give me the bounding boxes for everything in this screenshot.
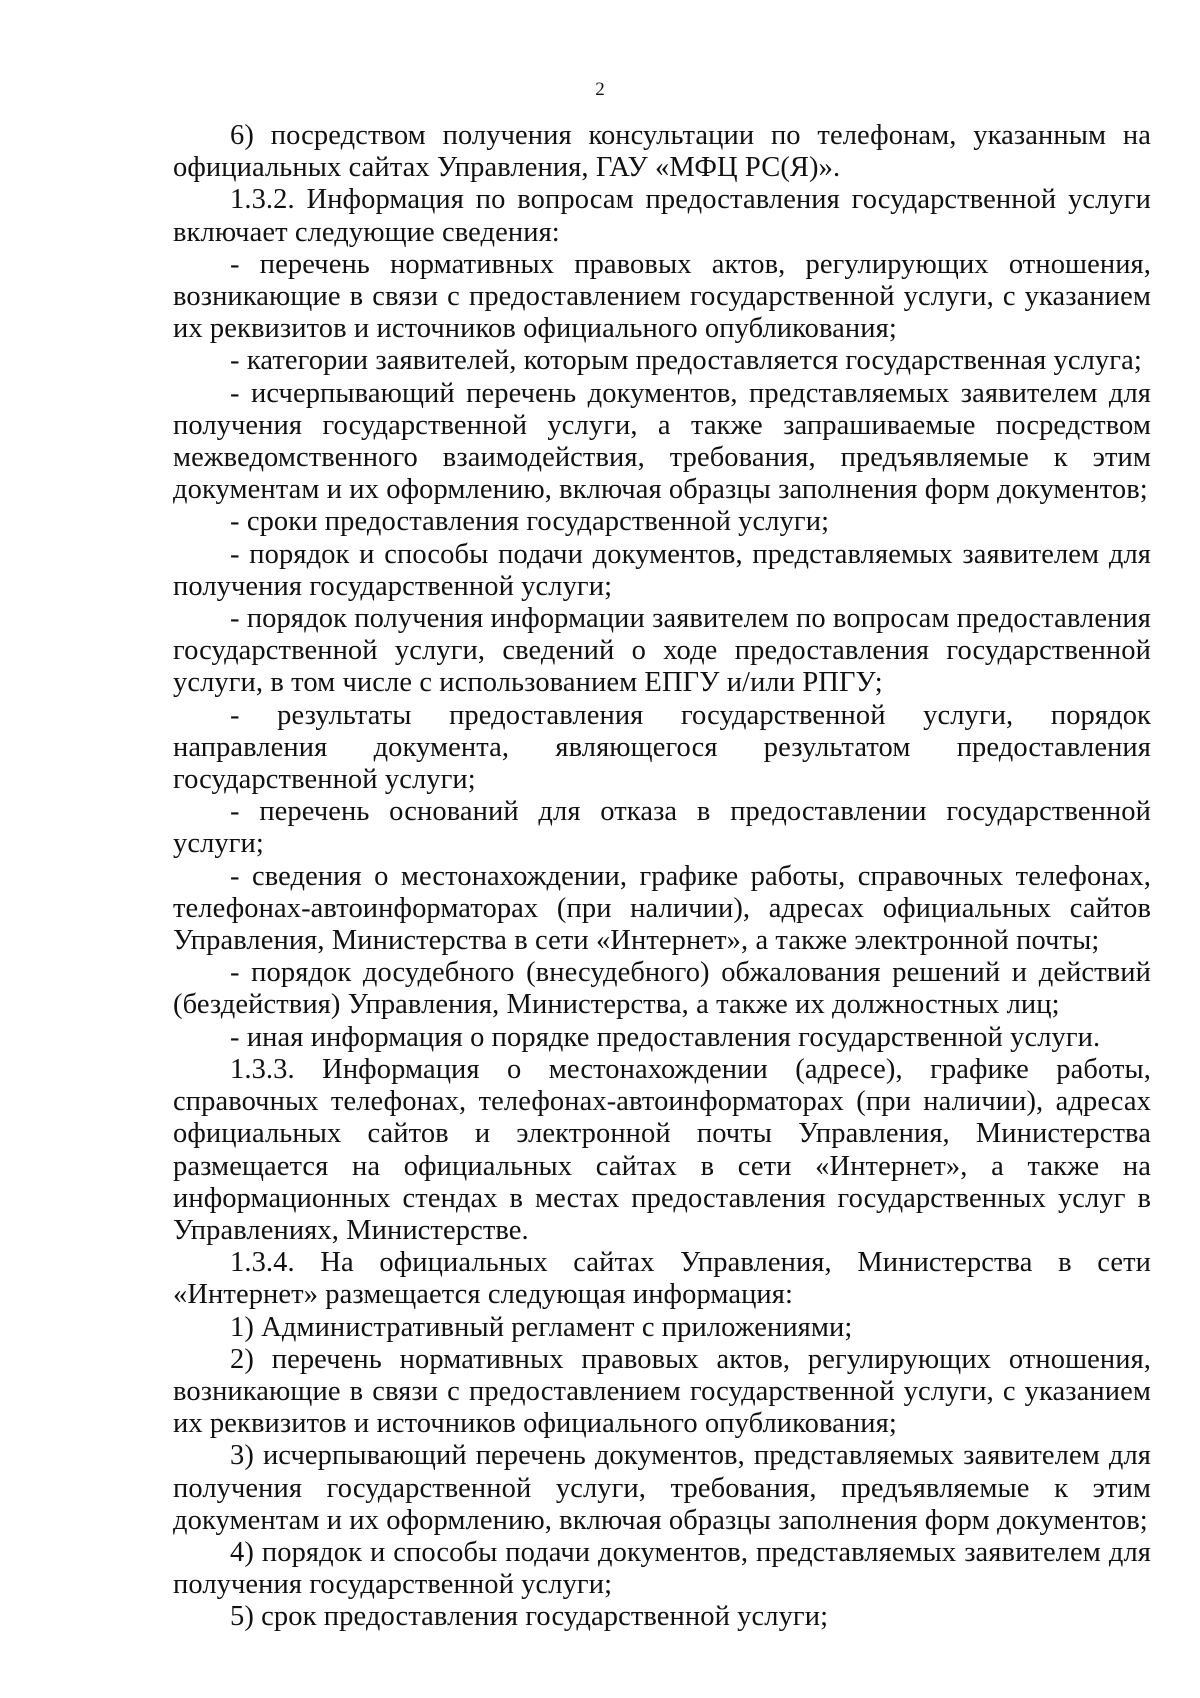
paragraph: - исчерпывающий перечень документов, представляемых заявителем для получения государственной услуги, а также запрашиваемые посредством межведомственного взаимодействия, требования, предъявляемые к этим документам и их оформлению, включая образцы заполнения форм документов; (173, 377, 1151, 506)
paragraph: 1) Административный регламент с приложениями; (230, 1311, 853, 1343)
paragraph: - сроки предоставления государственной услуги; (230, 506, 830, 538)
paragraph: - результаты предоставления государственной услуги, порядок направления документа, являющегося результатом предоставления государственной услуги; (173, 699, 1151, 796)
paragraph: - категории заявителей, которым предоставляется государственная услуга; (230, 345, 1142, 377)
paragraph: 1.3.2. Информация по вопросам предоставления государственной услуги включает следующие сведения: (173, 184, 1151, 248)
document-body (173, 120, 1151, 1634)
paragraph: - перечень нормативных правовых актов, регулирующих отношения, возникающие в связи с предоставлением государственной услуги, с указанием их реквизитов и источников официального опубликования; (173, 248, 1151, 345)
paragraph: - перечень оснований для отказа в предоставлении государственной услуги; (173, 796, 1151, 860)
page-number: 2 (595, 79, 605, 100)
paragraph: 6) посредством получения консультации по телефонам, указанным на официальных сайтах Управления, ГАУ «МФЦ РС(Я)». (173, 120, 1151, 184)
paragraph: 3) исчерпывающий перечень документов, представляемых заявителем для получения государственной услуги, требования, предъявляемые к этим документам и их оформлению, включая образцы заполнения форм документов; (173, 1440, 1151, 1536)
paragraph: - порядок получения информации заявителем по вопросам предоставления государственной услуги, сведений о ходе предоставления государственной услуги, в том числе с использованием ЕПГУ и/или РПГУ; (173, 603, 1151, 699)
paragraph: - сведения о местонахождении, графике работы, справочных телефонах, телефонах-автоинформаторах (при наличии), адресах официальных сайтов Управления, Министерства в сети «Интернет», а также электронной почты; (173, 860, 1151, 957)
paragraph: 1.3.3. Информация о местонахождении (адресе), графике работы, справочных телефонах, телефонах-автоинформаторах (при наличии), адресах официальных сайтов и электронной почты Управления, Министерства размещается на официальных сайтах в сети «Интернет», а также на информационных стендах в местах предоставления государственных услуг в Управлениях, Министерстве. (173, 1053, 1151, 1246)
paragraph: 4) порядок и способы подачи документов, представляемых заявителем для получения государственной услуги; (173, 1536, 1151, 1601)
paragraph: - порядок досудебного (внесудебного) обжалования решений и действий (бездействия) Управления, Министерства, а также их должностных лиц; (173, 957, 1151, 1021)
paragraph: - иная информация о порядке предоставления государственной услуги. (230, 1021, 1101, 1053)
paragraph: 2) перечень нормативных правовых актов, регулирующих отношения, возникающие в связи с предоставлением государственной услуги, с указанием их реквизитов и источников официального опубликования; (173, 1343, 1151, 1440)
paragraph: 1.3.4. На официальных сайтах Управления, Министерства в сети «Интернет» размещается следующая информация: (173, 1247, 1151, 1311)
paragraph: 5) срок предоставления государственной услуги; (230, 1601, 829, 1633)
paragraph: - порядок и способы подачи документов, представляемых заявителем для получения государственной услуги; (173, 538, 1151, 602)
